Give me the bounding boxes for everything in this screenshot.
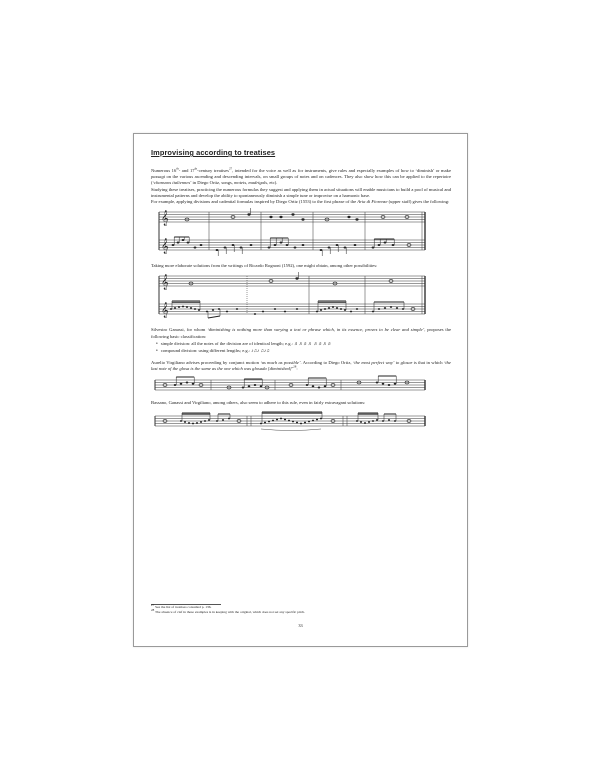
section-heading: Improvising according to treatises	[151, 148, 276, 157]
footnote-ref-28: 28	[293, 364, 297, 369]
footnote-ref-27: 27	[228, 166, 233, 171]
paragraph-bassano: Bassano, Ganassi and Virgiliano, among others, also seem to adhere to this rule, even in fairly extravagant solutions:	[151, 400, 366, 406]
page-content	[151, 148, 451, 438]
music-staff-pair-rognoni	[151, 272, 451, 322]
paragraph-ganassi: Silvestro Ganassi, for whom ‘diminishing is nothing more than varying a text or phrase which, in its essence, proves to be clear and simple’, proposes the following basic classification:	[151, 327, 452, 339]
music-example-ortiz	[151, 208, 451, 258]
bullet-icon: •	[156, 341, 158, 347]
paragraph-intro: Numerous 16th- and 17th-century treatises$^{27}$, intended for the voice as well as for instruments, give rules and especially examples of how to ‘diminish’ or make passagi on the various ascending and descending intervals, on small groups of notes and on cadences. They also show how this can be applied to the repertoire (‘chansons italiennes’ in Diego Ortiz, songs, motets, madrigals, etc).	[151, 166, 451, 186]
paragraph-ortiz-example: For example, applying divisions and cadential formulas inspired by Diego Ortiz (1553) to the first phrase of the Aria di Fiorenze (upper staff) gives the following:	[151, 199, 450, 205]
paragraph-studying: Studying these treatises, practicing the numerous formulas they suggest and applying them in actual situations will enable musicians to build a pool of musical and instrumental patterns and develop the ability to spontaneously diminish a simple tune or improvise on a harmonic base.	[151, 186, 451, 198]
document-page	[133, 133, 468, 647]
music-example-extravagant	[151, 409, 451, 433]
footnote-27: $^{27}$ See the list of treatises consulted p. 136.	[151, 603, 212, 610]
svg-text:𝄞: 𝄞	[161, 211, 169, 227]
svg-text:𝄞: 𝄞	[161, 303, 169, 319]
music-staff-glosa	[151, 375, 451, 395]
page-number: 33	[298, 623, 303, 628]
svg-text:𝄞: 𝄞	[161, 275, 169, 291]
music-staff-pair-ortiz	[151, 208, 451, 258]
list-item: • simple division: all the notes of the division are of identical length; e.g.: ♬♬♬♬ ♬♬♬♬	[156, 340, 332, 347]
note-example: ♪♫♪ ♫♪♫	[251, 348, 270, 354]
paragraph-virgiliano: Aurelio Virgiliano advises proceeding by conjunct motion ‘as much as possible’. According to Diego Ortiz, ‘the most perfect way’ to glosar is that in which ‘the last note of the glosa is the same as the one which was glosada [diminished]’$^{28}$:	[151, 359, 452, 371]
svg-text:𝄞: 𝄞	[161, 239, 169, 255]
division-classification-list	[156, 341, 451, 356]
bullet-icon: •	[156, 349, 158, 355]
music-staff-extravagant	[151, 409, 451, 433]
music-example-ortiz-glosa	[151, 375, 451, 395]
footnote-28: $^{28}$ The absence of clef in these examples is in keeping with the original, which does not set any specific pitch.	[151, 607, 305, 615]
list-item: • compound division: using different lengths; e.g.: ♪♫♪ ♫♪♫	[156, 348, 270, 355]
note-example: ♬♬♬♬ ♬♬♬♬	[294, 340, 332, 346]
music-example-rognoni	[151, 272, 451, 322]
paragraph-rognoni: Taking more elaborate solutions from the writings of Ricardo Rognoni (1592), one might obtain, among other possibilities:	[151, 263, 378, 269]
footnotes	[151, 604, 451, 615]
